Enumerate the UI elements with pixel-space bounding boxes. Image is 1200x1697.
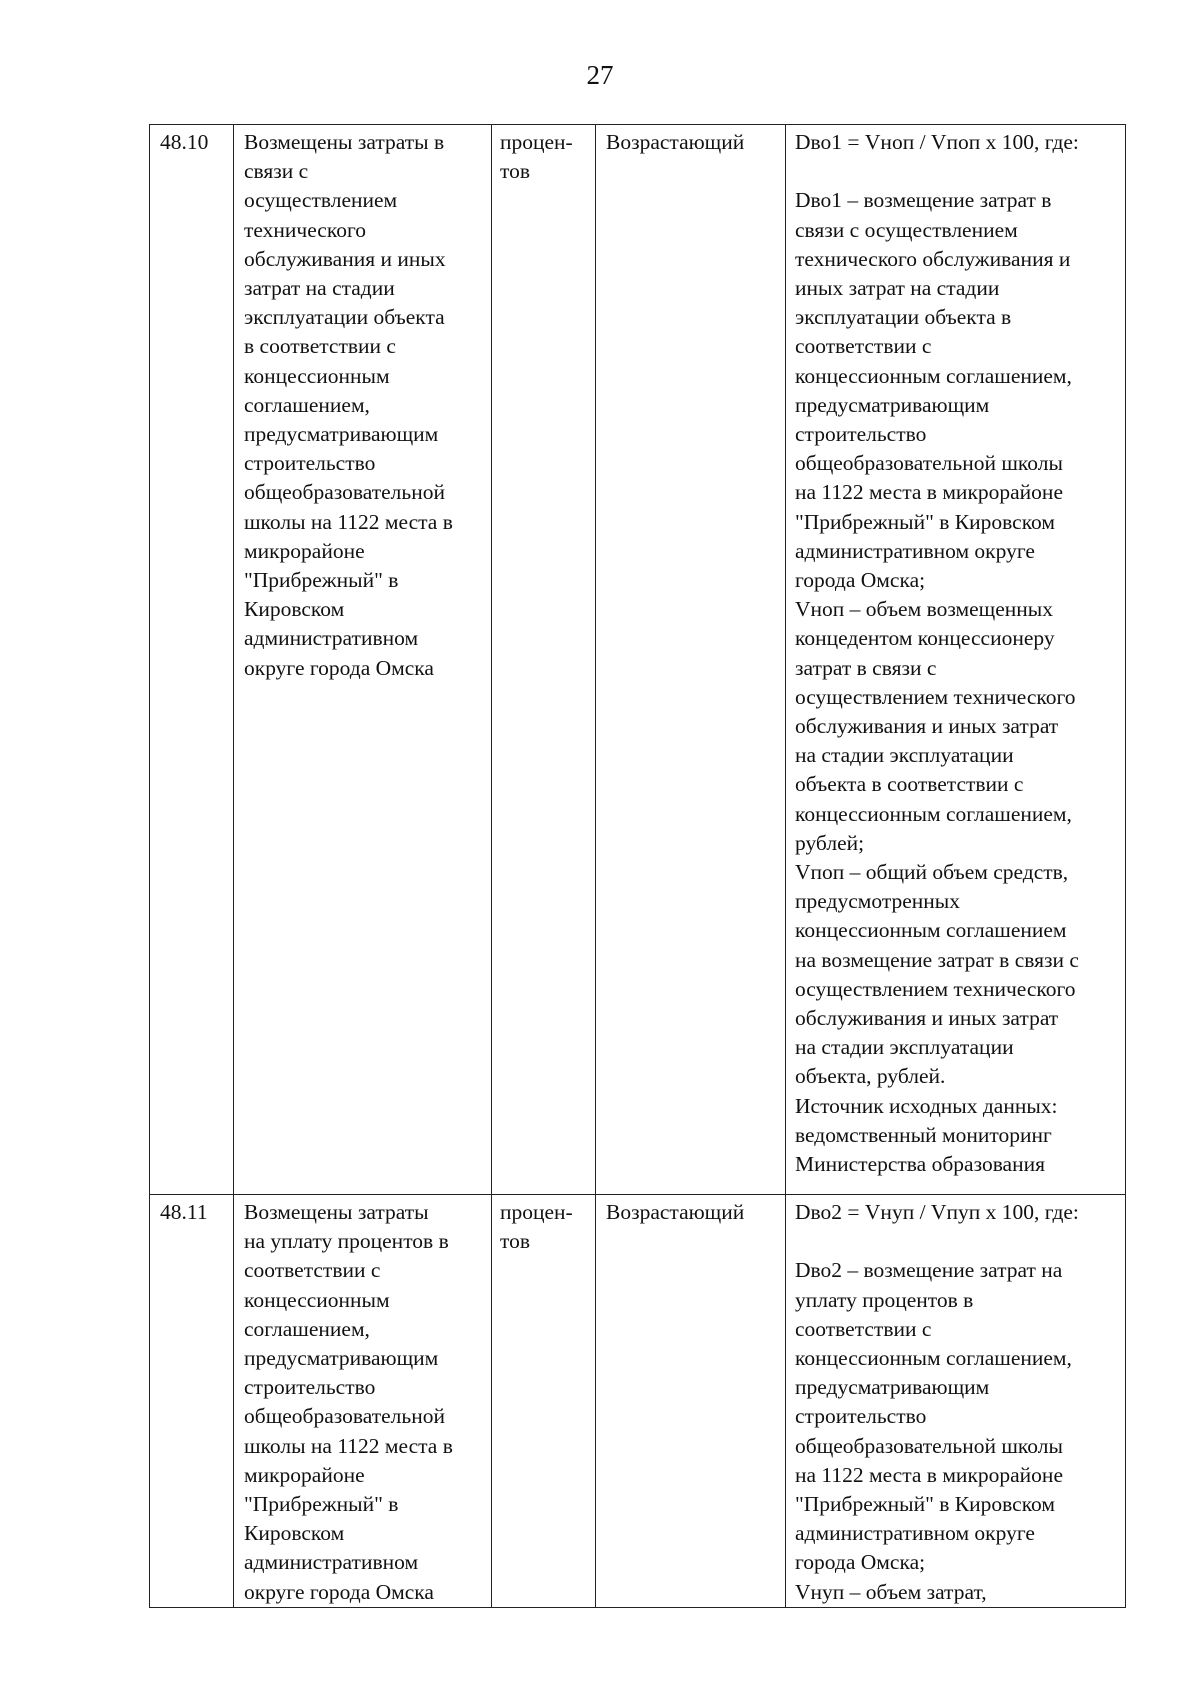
text-line: Возмещены затраты в (244, 130, 445, 154)
text-line: на стадии эксплуатации (795, 1035, 1014, 1060)
direction-text: Возрастающий (606, 1200, 745, 1224)
text-line: Возмещены затраты (244, 1200, 429, 1224)
text-line: ведомственный мониторинг (795, 1122, 1052, 1147)
text-line: школы на 1122 места в (244, 1433, 453, 1458)
indicator-name-cell (234, 1195, 492, 1608)
text-line: строительство (244, 451, 376, 476)
formula-description (795, 186, 1121, 1179)
text-line: связи с (244, 159, 309, 184)
text-line: Кировском (244, 1521, 345, 1546)
text-line: процен- (500, 1200, 573, 1224)
text-line: города Омска; (795, 1550, 926, 1575)
text-line: предусматривающим (244, 1346, 439, 1371)
text-line: на стадии эксплуатации (795, 743, 1014, 768)
row-number-cell (150, 1195, 234, 1608)
text-line: тов (500, 159, 531, 184)
text-line: в соответствии с (244, 334, 396, 359)
text-line: концессионным (244, 363, 390, 388)
direction-cell (596, 125, 786, 1195)
formula-spacer (795, 157, 1121, 186)
text-line: объекта в соответствии с (795, 772, 1024, 797)
text-line: Vнуп – объем затрат, (795, 1579, 987, 1604)
text-line: административном (244, 626, 419, 651)
text-line: "Прибрежный" в Кировском (795, 509, 1055, 534)
text-line: концессионным соглашением (795, 918, 1067, 943)
text-line: общеобразовательной школы (795, 1433, 1063, 1458)
text-line: на возмещение затрат в связи с (795, 947, 1079, 972)
indicators-table (149, 124, 1126, 1608)
direction-text: Возрастающий (606, 130, 745, 154)
text-line: административном округе (795, 1521, 1035, 1546)
text-line: школы на 1122 места в (244, 509, 453, 534)
text-line: общеобразовательной (244, 480, 445, 505)
text-line: административном округе (795, 538, 1035, 563)
text-line: соглашением, (244, 1316, 370, 1341)
unit-cell (492, 1195, 596, 1608)
text-line: Dво2 – возмещение затрат на (795, 1258, 1063, 1283)
text-line: строительство (795, 422, 927, 447)
text-line: эксплуатации объекта в (795, 305, 1012, 330)
text-line: на 1122 места в микрорайоне (795, 1462, 1063, 1487)
text-line: обслуживания и иных затрат (795, 1006, 1059, 1031)
text-line: "Прибрежный" в Кировском (795, 1492, 1055, 1517)
text-line: осуществлением (244, 188, 398, 213)
text-line: строительство (795, 1404, 927, 1429)
text-line: технического обслуживания и (795, 246, 1071, 271)
table-row (150, 125, 1126, 1195)
text-line: технического (244, 217, 366, 242)
text-line: строительство (244, 1375, 376, 1400)
text-line: административном (244, 1550, 419, 1575)
text-line: "Прибрежный" в (244, 568, 399, 593)
text-line: осуществлением технического (795, 976, 1076, 1001)
text-line: Vноп – объем возмещенных (795, 597, 1053, 622)
text-line: города Омска; (795, 568, 926, 593)
row-number: 48.11 (160, 1200, 208, 1224)
formula-text: Dво1 = Vноп / Vпоп х 100, где: (795, 130, 1079, 154)
text-line: затрат на стадии (244, 276, 395, 301)
text-line: соответствии с (244, 1258, 381, 1283)
text-line: соответствии с (795, 1316, 932, 1341)
page-number: 27 (586, 60, 614, 90)
text-line: предусматривающим (244, 422, 439, 447)
text-line: соответствии с (795, 334, 932, 359)
text-line: Dво1 – возмещение затрат в (795, 188, 1052, 213)
text-line: концедентом концессионеру (795, 626, 1055, 651)
text-line: концессионным соглашением, (795, 801, 1072, 826)
text-line: соглашением, (244, 392, 370, 417)
direction-cell (596, 1195, 786, 1608)
row-number: 48.10 (160, 130, 209, 154)
formula-spacer (795, 1227, 1121, 1256)
text-line: концессионным соглашением, (795, 1346, 1072, 1370)
text-line: иных затрат на стадии (795, 276, 1000, 300)
unit-cell (492, 125, 596, 1195)
text-line: на уплату процентов в (244, 1229, 449, 1254)
text-line: концессионным соглашением, (795, 363, 1072, 388)
formula-text: Dво2 = Vнуп / Vпуп х 100, где: (795, 1200, 1079, 1224)
formula-cell (786, 125, 1126, 1195)
text-line: микрорайоне (244, 1462, 365, 1487)
text-line: уплату процентов в (795, 1287, 974, 1312)
row-number-cell (150, 125, 234, 1195)
formula-cell (786, 1195, 1126, 1608)
text-line: предусматривающим (795, 392, 990, 417)
text-line: Министерства образования (795, 1152, 1046, 1177)
text-line: эксплуатации объекта (244, 305, 445, 330)
text-line: предусмотренных (795, 889, 960, 914)
text-line: Vпоп – общий объем средств, (795, 860, 1069, 885)
text-line: общеобразовательной школы (795, 451, 1063, 476)
text-line: процен- (500, 130, 573, 154)
text-line: предусматривающим (795, 1375, 990, 1400)
text-line: общеобразовательной (244, 1404, 445, 1429)
text-line: "Прибрежный" в (244, 1492, 399, 1517)
text-line: осуществлением технического (795, 684, 1076, 709)
text-line: обслуживания и иных затрат (795, 714, 1059, 739)
text-line: микрорайоне (244, 538, 365, 563)
formula-description (795, 1256, 1121, 1606)
indicator-name-cell (234, 125, 492, 1195)
text-line: тов (500, 1229, 531, 1254)
text-line: Источник исходных данных: (795, 1093, 1058, 1118)
text-line: на 1122 места в микрорайоне (795, 480, 1063, 505)
text-line: затрат в связи с (795, 655, 937, 680)
text-line: округе города Омска (244, 1579, 434, 1604)
text-line: округе города Омска (244, 655, 434, 680)
text-line: Кировском (244, 597, 345, 622)
text-line: обслуживания и иных (244, 246, 446, 271)
text-line: рублей; (795, 830, 865, 855)
text-line: объекта, рублей. (795, 1064, 946, 1089)
text-line: связи с осуществлением (795, 217, 1018, 242)
text-line: концессионным (244, 1287, 390, 1312)
table-row (150, 1195, 1126, 1608)
